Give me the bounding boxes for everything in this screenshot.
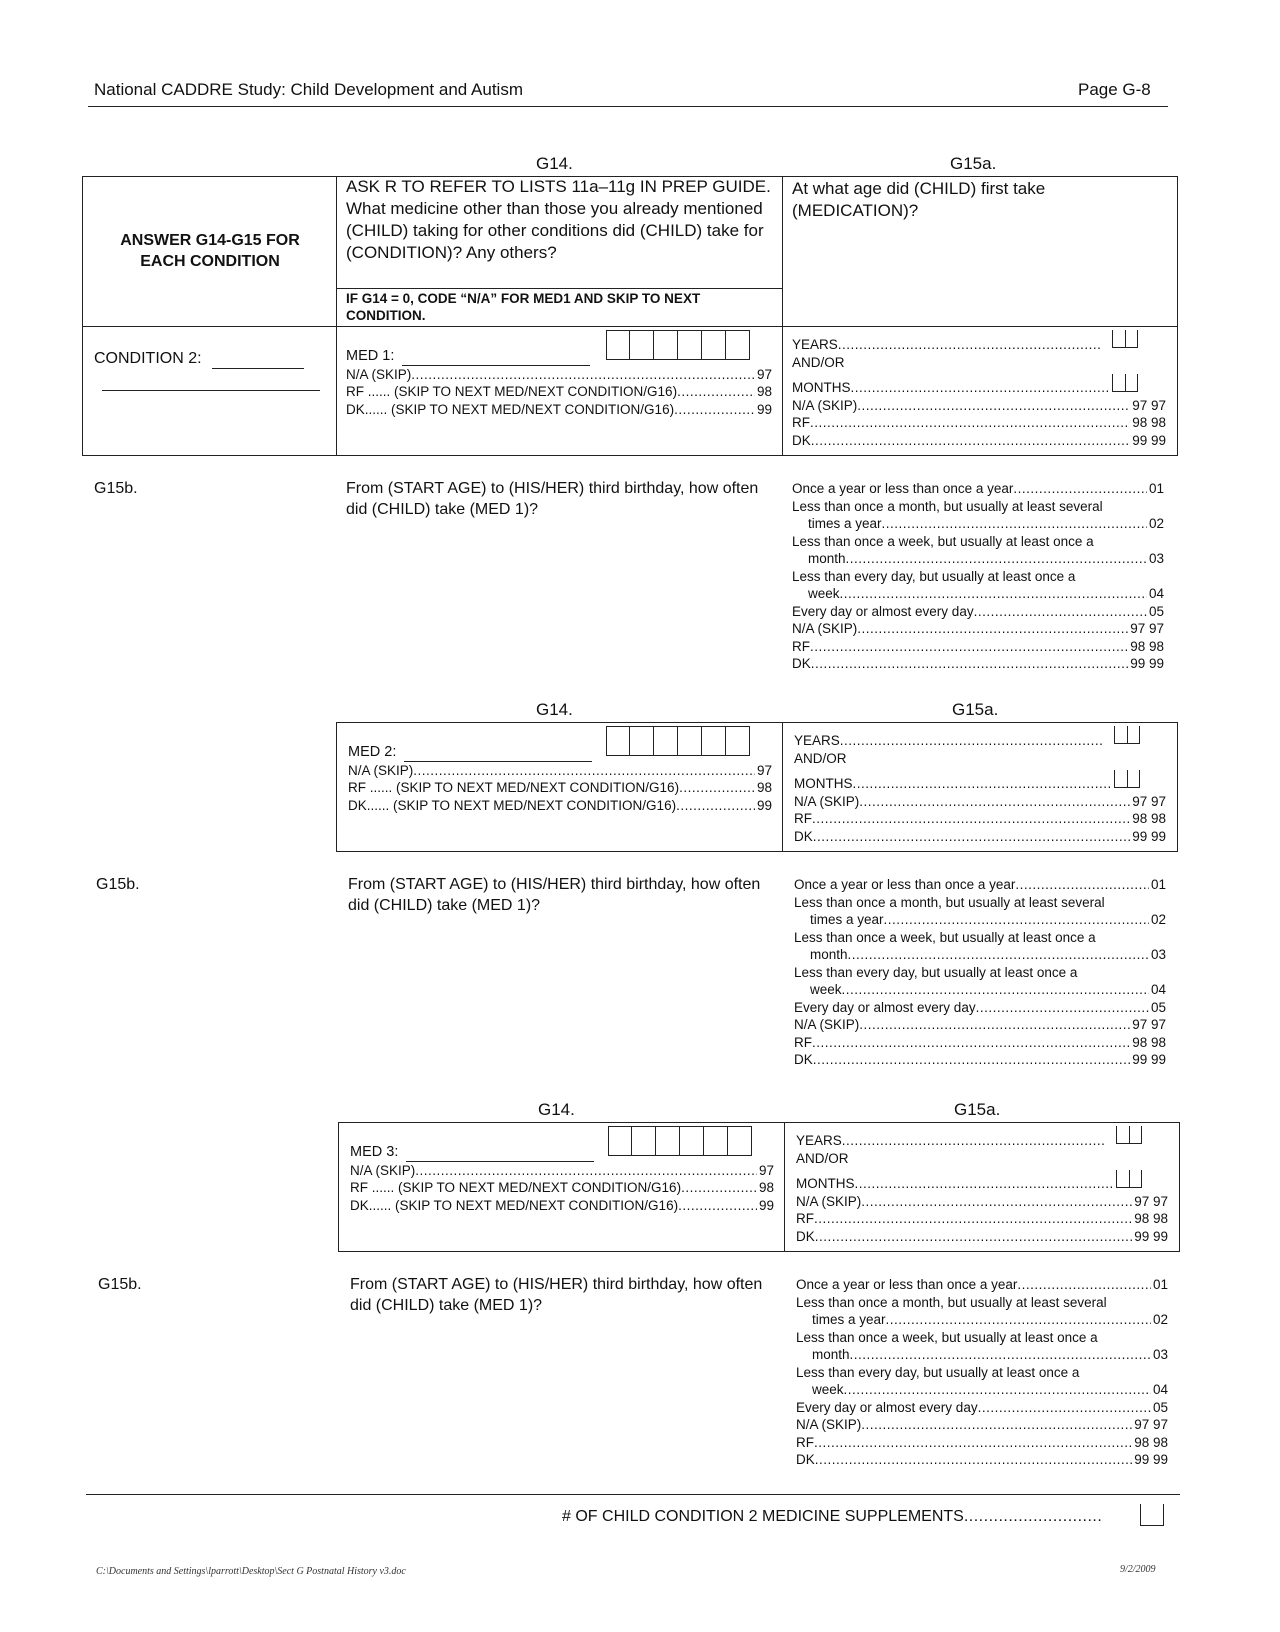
g14-question: ASK R TO REFER TO LISTS 11a–11g IN PREP GUIDE. What medicine other than those you already mentioned (CHILD) taking for other conditions did (CHILD) take for (CONDITION)? Any others? xyxy=(346,177,771,262)
med3-code-boxes[interactable] xyxy=(608,1126,752,1156)
freq-opt3[interactable]: month ..... 03 xyxy=(792,550,1164,568)
freq-dk[interactable]: DK ..... 99 99 xyxy=(796,1451,1168,1469)
freq-na[interactable]: N/A (SKIP) ..... 97 97 xyxy=(796,1416,1168,1434)
g15b-label-3: G15b. xyxy=(98,1276,142,1293)
freq-opt1[interactable]: Once a year or less than once a year ..... 01 xyxy=(792,480,1164,498)
g15b-options-2: Once a year or less than once a year ..... 01 Less than once a month, but usually at least several times a year ..... 02 Less than once a week, but usually at least once a month ..... 03 Less than every day, but usually at least once a week ..... 04 Every day or almost every day ..... 05 N/A (SKIP) ..... 97 97 RF ..... 98 98 DK ..... 99 99 xyxy=(794,876,1166,1069)
med2-dk-option[interactable]: DK...... (SKIP TO NEXT MED/NEXT CONDITION/G16) ..... 99 xyxy=(348,797,772,815)
freq-na[interactable]: N/A (SKIP) ..... 97 97 xyxy=(794,1016,1166,1034)
med3-dk-option[interactable]: DK...... (SKIP TO NEXT MED/NEXT CONDITION/G16) ..... 99 xyxy=(350,1197,774,1215)
g15b-label-2: G15b. xyxy=(96,876,140,893)
med1-label: MED 1: xyxy=(346,348,772,366)
g15b-options-3: Once a year or less than once a year ..... 01 Less than once a month, but usually at least several times a year ..... 02 Less than once a week, but usually at least once a month ..... 03 Less than every day, but usually at least once a week ..... 04 Every day or almost every day ..... 05 N/A (SKIP) ..... 97 97 RF ..... 98 98 DK ..... 99 99 xyxy=(796,1276,1168,1469)
age1-na-option[interactable]: N/A (SKIP) ..... 97 97 xyxy=(792,397,1166,415)
freq-dk[interactable]: DK ..... 99 99 xyxy=(794,1051,1166,1069)
age2-dk-option[interactable]: DK ..... 99 99 xyxy=(794,828,1166,846)
condition-label: CONDITION 2: xyxy=(94,348,304,369)
age1-rf-option[interactable]: RF ..... 98 98 xyxy=(792,414,1166,432)
med2-code-boxes[interactable] xyxy=(606,726,750,756)
freq-rf[interactable]: RF ..... 98 98 xyxy=(796,1434,1168,1452)
freq-opt2[interactable]: times a year ..... 02 xyxy=(794,911,1166,929)
g15b-question-3: From (START AGE) to (HIS/HER) third birthday, how often did (CHILD) take (MED 1)? xyxy=(350,1276,763,1314)
age3-rf-option[interactable]: RF ..... 98 98 xyxy=(796,1210,1168,1228)
age3-dk-option[interactable]: DK ..... 99 99 xyxy=(796,1228,1168,1246)
freq-rf[interactable]: RF ..... 98 98 xyxy=(794,1034,1166,1052)
g15b-label-1: G15b. xyxy=(94,480,138,497)
freq-dk[interactable]: DK ..... 99 99 xyxy=(792,655,1164,673)
med3-na-option[interactable]: N/A (SKIP) ..... 97 xyxy=(350,1162,774,1180)
freq-opt1[interactable]: Once a year or less than once a year ..... 01 xyxy=(796,1276,1168,1294)
age1-dk-option[interactable]: DK ..... 99 99 xyxy=(792,432,1166,450)
freq-na[interactable]: N/A (SKIP) ..... 97 97 xyxy=(792,620,1164,638)
med3-rf-option[interactable]: RF ...... (SKIP TO NEXT MED/NEXT CONDITION/G16) ..... 98 xyxy=(350,1179,774,1197)
age3-years-boxes[interactable] xyxy=(1116,1126,1142,1144)
med2-rf-option[interactable]: RF ...... (SKIP TO NEXT MED/NEXT CONDITION/G16) ..... 98 xyxy=(348,779,772,797)
page-number: Page G-8 xyxy=(1078,80,1151,99)
age1-years-boxes[interactable] xyxy=(1112,330,1138,348)
med2-label: MED 2: xyxy=(348,744,772,762)
footer-date: 9/2/2009 xyxy=(1120,1564,1156,1575)
age3-months-option[interactable]: MONTHS ..... xyxy=(796,1175,1114,1193)
g15b-options-1: Once a year or less than once a year ..... 01 Less than once a month, but usually at least several times a year ..... 02 Less than once a week, but usually at least once a month ..... 03 Less than every day, but usually at least once a week ..... 04 Every day or almost every day ..... 05 N/A (SKIP) ..... 97 97 RF ..... 98 98 DK ..... 99 99 xyxy=(792,480,1164,673)
condition-name-field[interactable] xyxy=(212,368,304,369)
g15a-title-3: G15a. xyxy=(954,1100,1001,1119)
age1-years-option[interactable]: YEARS ..... xyxy=(792,336,1102,354)
g15b-question-1: From (START AGE) to (HIS/HER) third birthday, how often did (CHILD) take (MED 1)? xyxy=(346,480,759,518)
g14-title-3: G14. xyxy=(538,1100,575,1119)
age2-years-option[interactable]: YEARS ..... xyxy=(794,732,1104,750)
age1-months-option[interactable]: MONTHS ..... xyxy=(792,379,1110,397)
age2-response: YEARS ..... AND/OR MONTHS ..... N/A (SKIP) ..... 97 97 RF ..... 98 98 DK ..... 99 99 xyxy=(794,732,1166,845)
freq-opt3[interactable]: month ..... 03 xyxy=(796,1346,1168,1364)
freq-rf[interactable]: RF ..... 98 98 xyxy=(792,638,1164,656)
age2-na-option[interactable]: N/A (SKIP) ..... 97 97 xyxy=(794,793,1166,811)
condition-name-field-line2[interactable] xyxy=(102,390,320,391)
med1-na-option[interactable]: N/A (SKIP) ..... 97 xyxy=(346,366,772,384)
freq-opt5[interactable]: Every day or almost every day ..... 05 xyxy=(794,999,1166,1017)
age3-months-boxes[interactable] xyxy=(1116,1170,1142,1188)
age3-na-option[interactable]: N/A (SKIP) ..... 97 97 xyxy=(796,1193,1168,1211)
med2-na-option[interactable]: N/A (SKIP) ..... 97 xyxy=(348,762,772,780)
g15a-title: G15a. xyxy=(950,154,997,173)
med1-rf-option[interactable]: RF ...... (SKIP TO NEXT MED/NEXT CONDITION/G16) ..... 98 xyxy=(346,383,772,401)
header-rule xyxy=(88,106,1168,107)
g14-title: G14. xyxy=(536,154,573,173)
age1-response: YEARS ..... AND/OR MONTHS ..... N/A (SKIP) ..... 97 97 RF ..... 98 98 DK ..... 99 99 xyxy=(792,336,1166,449)
freq-opt3[interactable]: month ..... 03 xyxy=(794,946,1166,964)
bottom-rule xyxy=(86,1494,1180,1495)
med1-dk-option[interactable]: DK...... (SKIP TO NEXT MED/NEXT CONDITION/G16) ..... 99 xyxy=(346,401,772,419)
freq-opt4[interactable]: week ..... 04 xyxy=(792,585,1164,603)
g15a-question: At what age did (CHILD) first take (MEDICATION)? xyxy=(792,179,1046,220)
freq-opt4[interactable]: week ..... 04 xyxy=(794,981,1166,999)
g14-title-2: G14. xyxy=(536,700,573,719)
freq-opt5[interactable]: Every day or almost every day ..... 05 xyxy=(792,603,1164,621)
age2-months-option[interactable]: MONTHS ..... xyxy=(794,775,1112,793)
g15b-question-2: From (START AGE) to (HIS/HER) third birthday, how often did (CHILD) take (MED 1)? xyxy=(348,876,761,914)
g15a-title-2: G15a. xyxy=(952,700,999,719)
supplements-count-box[interactable] xyxy=(1140,1504,1164,1526)
age2-months-boxes[interactable] xyxy=(1114,770,1140,788)
answer-instruction: ANSWER G14-G15 FOR EACH CONDITION xyxy=(120,232,300,270)
freq-opt2[interactable]: times a year ..... 02 xyxy=(796,1311,1168,1329)
freq-opt4[interactable]: week ..... 04 xyxy=(796,1381,1168,1399)
age2-years-boxes[interactable] xyxy=(1114,726,1140,744)
age1-months-boxes[interactable] xyxy=(1112,374,1138,392)
age2-rf-option[interactable]: RF ..... 98 98 xyxy=(794,810,1166,828)
document-title: National CADDRE Study: Child Development and Autism xyxy=(94,80,523,99)
freq-opt5[interactable]: Every day or almost every day ..... 05 xyxy=(796,1399,1168,1417)
age3-response: YEARS ..... AND/OR MONTHS ..... N/A (SKIP) ..... 97 97 RF ..... 98 98 DK ..... 99 99 xyxy=(796,1132,1168,1245)
med3-label: MED 3: xyxy=(350,1144,774,1162)
age3-years-option[interactable]: YEARS ..... xyxy=(796,1132,1106,1150)
freq-opt1[interactable]: Once a year or less than once a year ..... 01 xyxy=(794,876,1166,894)
file-path: C:\Documents and Settings\lparrott\Desktop\Sect G Postnatal History v3.doc xyxy=(96,1566,406,1577)
freq-opt2[interactable]: times a year ..... 02 xyxy=(792,515,1164,533)
supplements-count-row: # OF CHILD CONDITION 2 MEDICINE SUPPLEMENTS ..... xyxy=(562,1506,1102,1527)
g14-instruction: IF G14 = 0, CODE “N/A” FOR MED1 AND SKIP TO NEXT CONDITION. xyxy=(346,291,701,323)
med1-code-boxes[interactable] xyxy=(606,330,750,360)
